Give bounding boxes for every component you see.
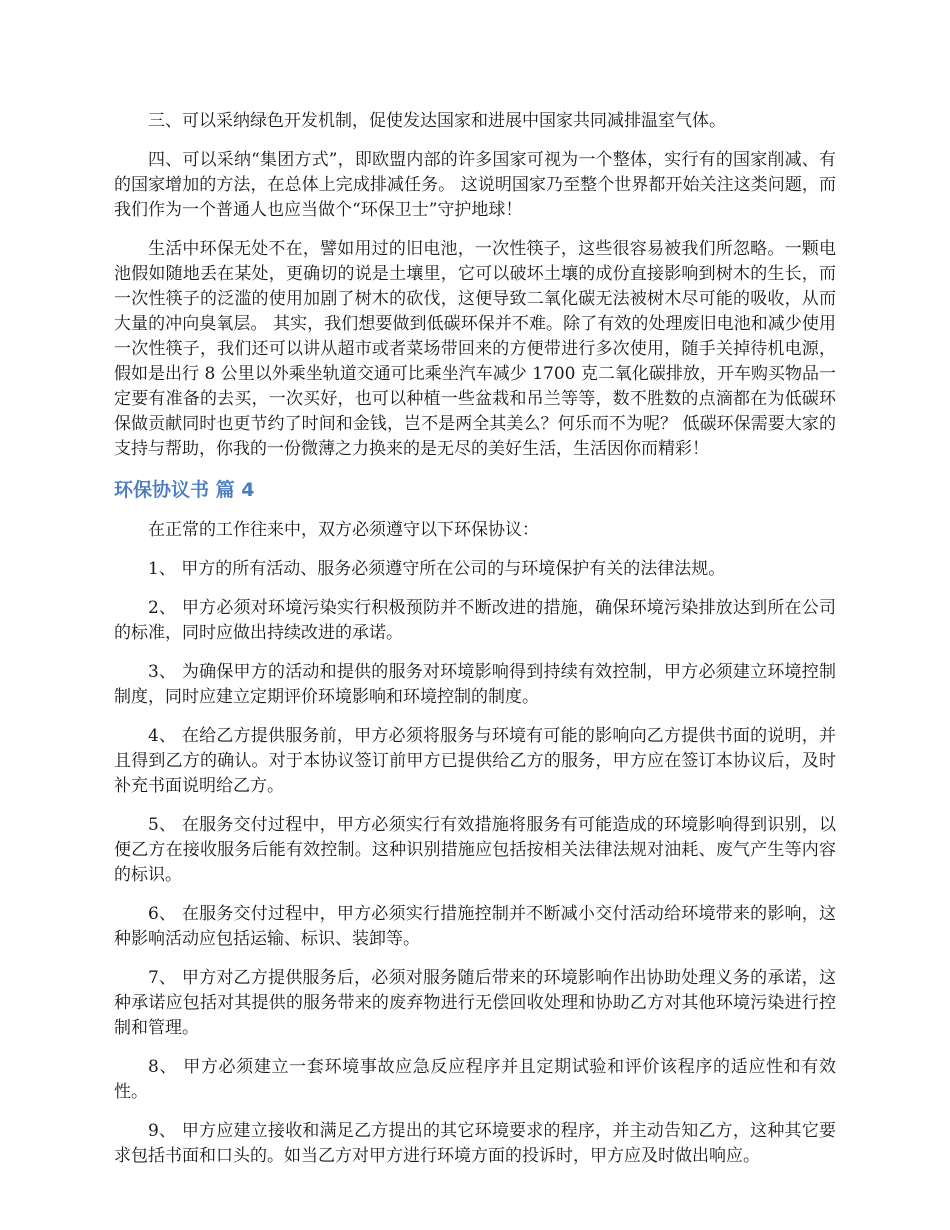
paragraph-clause-1: 1、 甲方的所有活动、服务必须遵守所在公司的与环境保护有关的法律法规。 xyxy=(148,559,726,579)
section-heading: 环保协议书 篇 4 xyxy=(114,479,255,501)
paragraph-clause-4: 4、 在给乙方提供服务前，甲方必须将服务与环境有可能的影响向乙方提供书面的说明，并且得到乙方的确认。对于本协议签订前甲方已提供给乙方的服务，甲方应在签订本协议后，及时补充书面说明给乙方。 xyxy=(114,726,836,796)
paragraph-life-environment: 生活中环保无处不在，譬如用过的旧电池，一次性筷子，这些很容易被我们所忽略。一颗电池假如随地丢在某处，更确切的说是土壤里，它可以破坏土壤的成份直接影响到树木的生长，而一次性筷子的泛滥的使用加剧了树木的砍伐，这便导致二氧化碳无法被树木尽可能的吸收，从而大量的冲向臭氧层。 其实，我们想要做到低碳环保并不难。除了有效的处理废旧电池和减少使用一次性筷子，我们还可以讲从超市或者菜场带回来的方便带进行多次使用，随手关掉待机电源，假如是出行 8 公里以外乘坐轨道交通可比乘坐汽车减少 1700 克二氧化碳排放，开车购买物品一定要有准备的去买，一次买好，也可以种植一些盆栽和吊兰等等，数不胜数的点滴都在为低碳环保做贡献同时也更节约了时间和金钱，岂不是两全其美么？何乐而不为呢？ 低碳环保需要大家的支持与帮助，你我的一份微薄之力换来的是无尽的美好生活，生活因你而精彩！ xyxy=(114,239,836,459)
paragraph-clause-6: 6、 在服务交付过程中，甲方必须实行措施控制并不断减小交付活动给环境带来的影响，这种影响活动应包括运输、标识、装卸等。 xyxy=(114,904,836,949)
paragraph-item-3: 三、可以采纳绿色开发机制，促使发达国家和进展中国家共同减排温室气体。 xyxy=(148,111,726,131)
paragraph-clause-2: 2、 甲方必须对环境污染实行积极预防并不断改进的措施，确保环境污染排放达到所在公司的标准，同时应做出持续改进的承诺。 xyxy=(114,598,836,643)
document-page xyxy=(114,109,836,1183)
paragraph-clause-9: 9、 甲方应建立接收和满足乙方提出的其它环境要求的程序，并主动告知乙方，这种其它要求包括书面和口头的。如当乙方对甲方进行环境方面的投诉时，甲方应及时做出响应。 xyxy=(114,1121,836,1166)
paragraph-clause-3: 3、 为确保甲方的活动和提供的服务对环境影响得到持续有效控制，甲方必须建立环境控制制度，同时应建立定期评价环境影响和环境控制的制度。 xyxy=(114,662,836,707)
paragraph-clause-7: 7、 甲方对乙方提供服务后，必须对服务随后带来的环境影响作出协助处理义务的承诺，这种承诺应包括对其提供的服务带来的废弃物进行无偿回收处理和协助乙方对其他环境污染进行控制和管理。 xyxy=(114,968,836,1038)
paragraph-clause-8: 8、 甲方必须建立一套环境事故应急反应程序并且定期试验和评价该程序的适应性和有效性。 xyxy=(114,1057,836,1102)
paragraph-item-4: 四、可以采纳“集团方式”，即欧盟内部的许多国家可视为一个整体，实行有的国家削减、有的国家增加的方法，在总体上完成排减任务。 这说明国家乃至整个世界都开始关注这类问题，而我们作为一个普通人也应当做个“环保卫士”守护地球！ xyxy=(114,150,836,220)
paragraph-clause-5: 5、 在服务交付过程中，甲方必须实行有效措施将服务有可能造成的环境影响得到识别，以便乙方在接收服务后能有效控制。这种识别措施应包括按相关法律法规对油耗、废气产生等内容的标识。 xyxy=(114,815,836,885)
paragraph-agreement-intro: 在正常的工作往来中，双方必须遵守以下环保协议： xyxy=(148,520,539,540)
